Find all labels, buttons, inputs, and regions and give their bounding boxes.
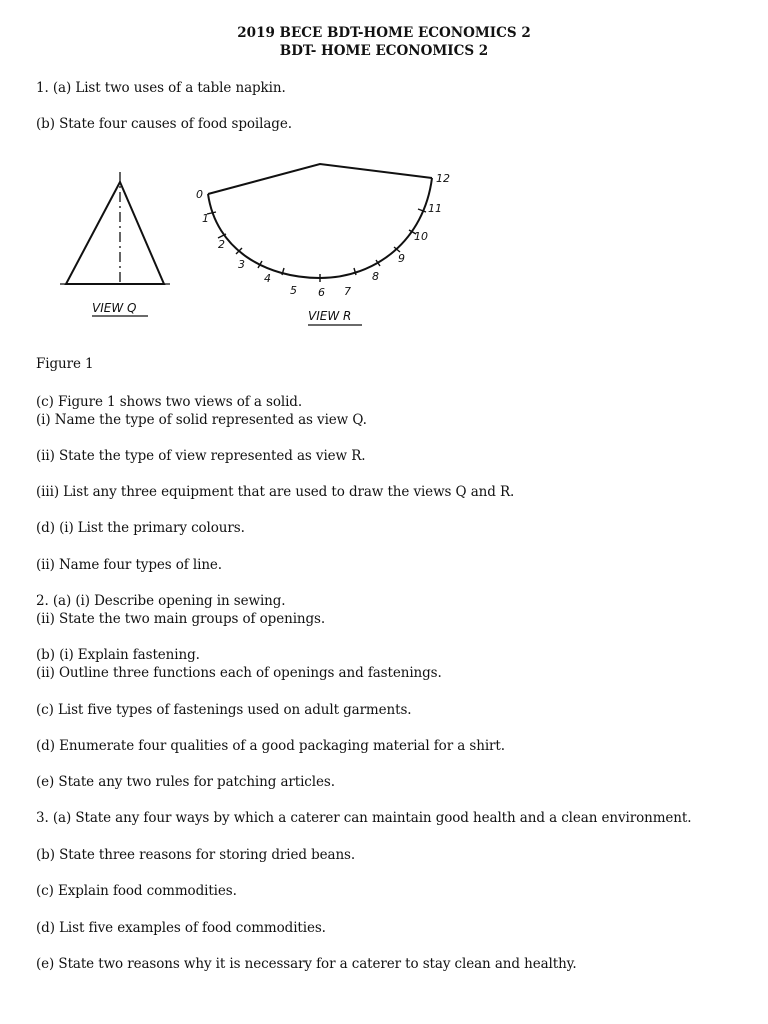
view-r-division-ticks (207, 209, 426, 282)
page-title-line1: 2019 BECE BDT-HOME ECONOMICS 2 (237, 25, 531, 41)
arc-number: 8 (372, 270, 379, 283)
question-3e: (e) State two reasons why it is necessary for a caterer to stay clean and healthy. (36, 956, 577, 972)
question-1d-ii: (ii) Name four types of line. (36, 557, 222, 573)
view-r-label: VIEW R (308, 309, 352, 323)
question-1c: (c) Figure 1 shows two views of a solid. (36, 394, 303, 410)
view-q-cone (60, 172, 170, 284)
question-3d: (d) List five examples of food commodities. (36, 920, 326, 936)
question-2b-ii: (ii) Outline three functions each of openings and fastenings. (36, 665, 442, 681)
question-2a-ii: (ii) State the two main groups of openings. (36, 611, 326, 627)
arc-number: 3 (238, 258, 245, 271)
question-1b: (b) State four causes of food spoilage. (36, 116, 292, 132)
arc-number: 2 (218, 238, 225, 251)
question-1c-iii: (iii) List any three equipment that are used to draw the views Q and R. (36, 484, 515, 500)
question-2c: (c) List five types of fastenings used on adult garments. (36, 702, 412, 718)
page-title-line2: BDT- HOME ECONOMICS 2 (279, 43, 489, 59)
question-2d: (d) Enumerate four qualities of a good packaging material for a shirt. (36, 738, 505, 754)
question-2a-i: 2. (a) (i) Describe opening in sewing. (36, 593, 286, 609)
figure-1-drawing (36, 150, 466, 340)
question-2e: (e) State any two rules for patching articles. (36, 774, 335, 790)
question-3a: 3. (a) State any four ways by which a caterer can maintain good health and a clean environment. (36, 810, 692, 826)
arc-number: 0 (196, 188, 203, 201)
arc-number: 9 (398, 252, 405, 265)
view-r-arc-numbers (196, 172, 450, 299)
question-1c-i: (i) Name the type of solid represented as view Q. (36, 412, 367, 428)
arc-number: 1 (202, 212, 209, 225)
arc-number: 11 (428, 202, 442, 215)
question-3c: (c) Explain food commodities. (36, 883, 237, 899)
question-3b: (b) State three reasons for storing dried beans. (36, 847, 356, 863)
figure-caption: Figure 1 (36, 356, 94, 372)
arc-number: 10 (414, 230, 428, 243)
arc-number: 5 (290, 284, 297, 297)
question-1c-ii: (ii) State the type of view represented as view R. (36, 448, 366, 464)
question-2b-i: (b) (i) Explain fastening. (36, 647, 200, 663)
question-1a: 1. (a) List two uses of a table napkin. (36, 80, 286, 96)
arc-number: 7 (344, 285, 351, 298)
question-1d-i: (d) (i) List the primary colours. (36, 520, 245, 536)
arc-number: 12 (436, 172, 450, 185)
view-q-label: VIEW Q (92, 301, 137, 315)
arc-number: 4 (264, 272, 271, 285)
arc-number: 6 (318, 286, 325, 299)
figure-1-svg (36, 150, 466, 340)
